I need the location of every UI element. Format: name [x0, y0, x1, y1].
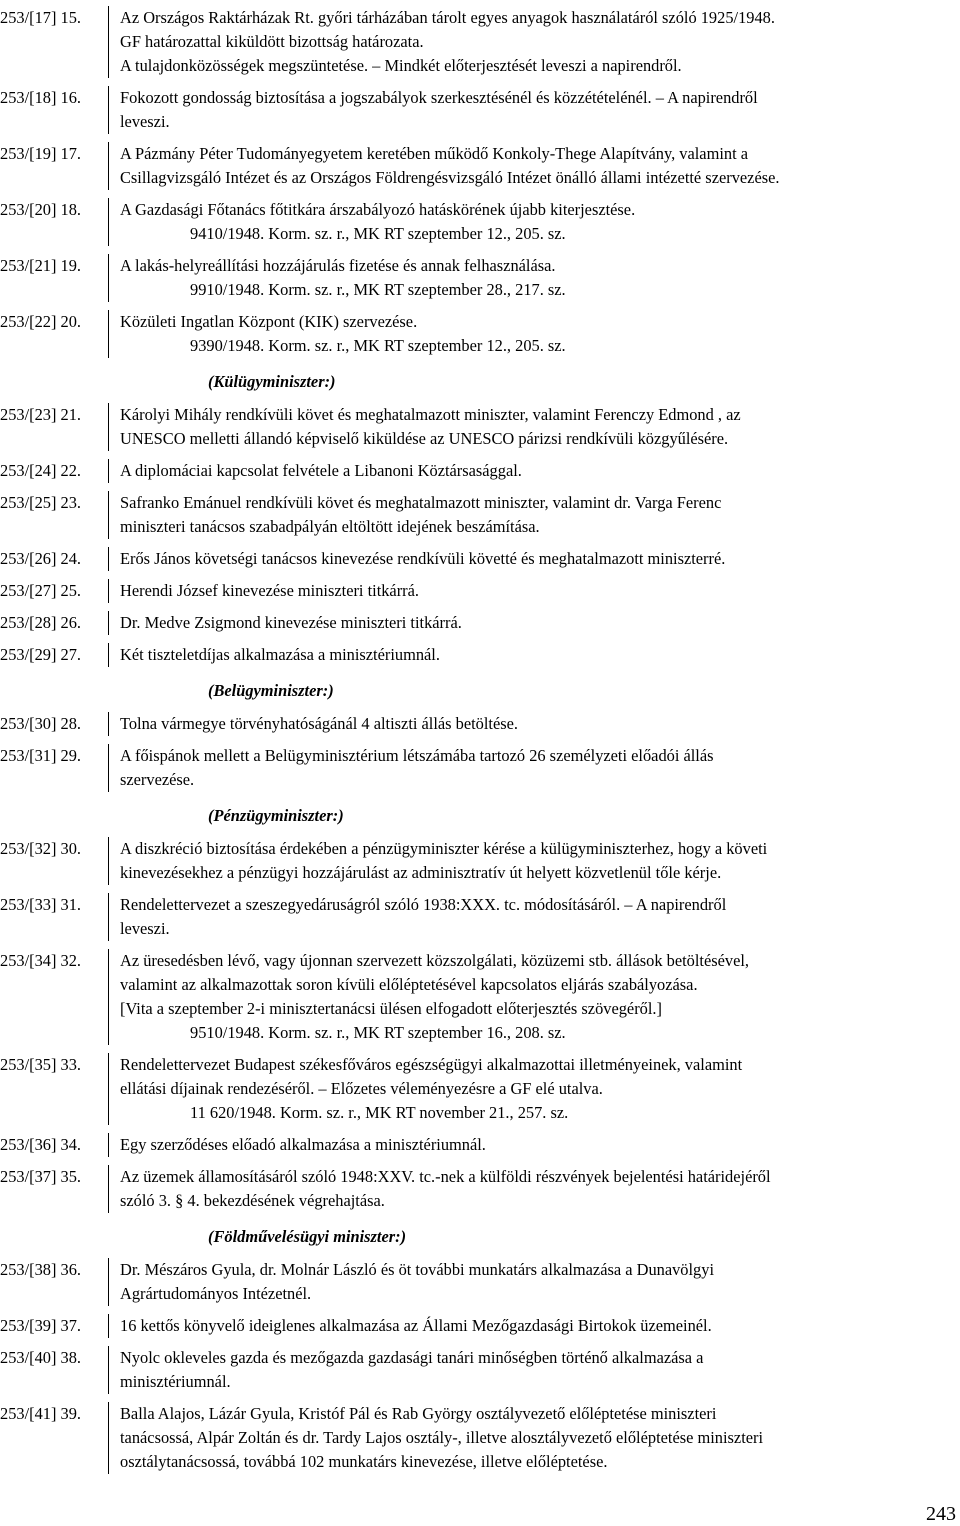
- agenda-item-line: A tulajdonközösségek megszüntetése. – Mindkét előterjesztését leveszi a napirendről.: [120, 56, 682, 75]
- agenda-group: [0, 837, 960, 1213]
- agenda-item: [0, 712, 960, 736]
- agenda-item-text: [108, 198, 960, 246]
- agenda-item: [0, 1314, 960, 1338]
- agenda-item: [0, 1258, 960, 1306]
- agenda-item-text: [108, 893, 960, 941]
- agenda-item-number: 253/[25] 23.: [0, 493, 82, 512]
- agenda-item-number: 253/[29] 27.: [0, 645, 82, 664]
- agenda-item-text: [108, 6, 960, 78]
- agenda-item-line: A lakás-helyreállítási hozzájárulás fizetése és annak felhasználása.: [120, 256, 556, 275]
- agenda-item-line: A diplomáciai kapcsolat felvétele a Libanoni Köztársasággal.: [120, 461, 522, 480]
- agenda-item-line: osztálytanácsossá, továbbá 102 munkatárs kinevezése, illetve előléptetése.: [120, 1452, 608, 1471]
- agenda-item: [0, 459, 960, 483]
- agenda-item-text: [108, 837, 960, 885]
- agenda-item: [0, 198, 960, 246]
- agenda-item: [0, 491, 960, 539]
- agenda-item-text: [108, 547, 960, 571]
- agenda-item-line: Az Országos Raktárházak Rt. győri tárházában tárolt egyes anyagok használatáról szóló 1925/1948.: [120, 8, 775, 27]
- agenda-item-line: Safranko Emánuel rendkívüli követ és meghatalmazott miniszter, valamint dr. Varga Ferenc: [120, 493, 722, 512]
- agenda-item: [0, 6, 960, 78]
- agenda-item-number: 253/[28] 26.: [0, 613, 82, 632]
- agenda-item-text: [108, 744, 960, 792]
- agenda-item-line: szóló 3. § 4. bekezdésének végrehajtása.: [120, 1191, 385, 1210]
- agenda-item-line: Dr. Mészáros Gyula, dr. Molnár László és öt további munkatárs alkalmazása a Dunavölgyi: [120, 1260, 714, 1279]
- section-heading-foreign-minister: (Külügyminiszter:): [208, 372, 336, 391]
- agenda-item-line: minisztériumnál.: [120, 1372, 231, 1391]
- agenda-item: [0, 1346, 960, 1394]
- agenda-item-number: 253/[38] 36.: [0, 1260, 82, 1279]
- agenda-item: [0, 744, 960, 792]
- agenda-item-line: Károlyi Mihály rendkívüli követ és meghatalmazott miniszter, valamint Ferenczy Edmond , az: [120, 405, 741, 424]
- agenda-item-line: Tolna vármegye törvényhatóságánál 4 altiszti állás betöltése.: [120, 714, 519, 733]
- agenda-group: [0, 1258, 960, 1474]
- agenda-item-line: szervezése.: [120, 770, 195, 789]
- agenda-item-number: 253/[40] 38.: [0, 1348, 82, 1367]
- agenda-item-text: [108, 643, 960, 667]
- agenda-item: [0, 579, 960, 603]
- decree-reference: 9390/1948. Korm. sz. r., MK RT szeptember 12., 205. sz.: [190, 336, 566, 355]
- agenda-item-number: 253/[17] 15.: [0, 8, 82, 27]
- agenda-item: [0, 837, 960, 885]
- agenda-item-number: 253/[18] 16.: [0, 88, 82, 107]
- agenda-item-text: [108, 491, 960, 539]
- agenda-item: [0, 611, 960, 635]
- agenda-item-line: Agrártudományos Intézetnél.: [120, 1284, 312, 1303]
- agenda-item: [0, 1053, 960, 1125]
- agenda-item: [0, 1133, 960, 1157]
- section-heading-finance-minister: (Pénzügyminiszter:): [208, 806, 344, 825]
- agenda-item-number: 253/[31] 29.: [0, 746, 82, 765]
- decree-reference: 9910/1948. Korm. sz. r., MK RT szeptember 28., 217. sz.: [190, 280, 566, 299]
- agenda-item-line: Az üresedésben lévő, vagy újonnan szervezett közszolgálati, közüzemi stb. állások betöltésével,: [120, 951, 749, 970]
- agenda-item-text: [108, 1314, 960, 1338]
- agenda-item-line: Egy szerződéses előadó alkalmazása a minisztériumnál.: [120, 1135, 486, 1154]
- agenda-item-line: leveszi.: [120, 919, 170, 938]
- agenda-item-text: [108, 1053, 960, 1125]
- agenda-item-line: Erős János követségi tanácsos kinevezése rendkívüli követté és meghatalmazott miniszterré.: [120, 549, 726, 568]
- agenda-item-number: 253/[30] 28.: [0, 714, 82, 733]
- agenda-item-number: 253/[21] 19.: [0, 256, 82, 275]
- agenda-item-line: kinevezésekhez a pénzügyi hozzájárulást az adminisztratív út helyett közvetlenül tőle kérje.: [120, 863, 722, 882]
- agenda-item-line: valamint az alkalmazottak soron kívüli előléptetésével kapcsolatos eljárás szabályozása.: [120, 975, 698, 994]
- agenda-item-line: GF határozattal kiküldött bizottság határozata.: [120, 32, 424, 51]
- agenda-item: [0, 142, 960, 190]
- agenda-item-number: 253/[27] 25.: [0, 581, 82, 600]
- agenda-item: [0, 86, 960, 134]
- decree-reference: 9410/1948. Korm. sz. r., MK RT szeptember 12., 205. sz.: [190, 224, 566, 243]
- agenda-item-line: A diszkréció biztosítása érdekében a pénzügyminiszter kérése a külügyminiszterhez, hogy a követi: [120, 839, 768, 858]
- agenda-item-text: [108, 86, 960, 134]
- agenda-item-text: [108, 1402, 960, 1474]
- agenda-item-number: 253/[39] 37.: [0, 1316, 82, 1335]
- agenda-item-number: 253/[22] 20.: [0, 312, 82, 331]
- agenda-item: [0, 1402, 960, 1474]
- agenda-item-number: 253/[20] 18.: [0, 200, 82, 219]
- agenda-item-line: Dr. Medve Zsigmond kinevezése miniszteri titkárrá.: [120, 613, 462, 632]
- agenda-item-text: [108, 611, 960, 635]
- agenda-group: [0, 6, 960, 358]
- agenda-item: [0, 403, 960, 451]
- agenda-item: [0, 643, 960, 667]
- agenda-item-text: [108, 1346, 960, 1394]
- agenda-item: [0, 1165, 960, 1213]
- agenda-item-number: 253/[32] 30.: [0, 839, 82, 858]
- agenda-item: [0, 310, 960, 358]
- agenda-item-line: Csillagvizsgáló Intézet és az Országos Földrengésvizsgáló Intézet önálló állami intézetté szervezése.: [120, 168, 780, 187]
- agenda-group: [0, 403, 960, 667]
- agenda-item: [0, 547, 960, 571]
- decree-reference: 11 620/1948. Korm. sz. r., MK RT november 21., 257. sz.: [190, 1103, 569, 1122]
- agenda-item-line: Herendi József kinevezése miniszteri titkárrá.: [120, 581, 420, 600]
- agenda-item-line: Balla Alajos, Lázár Gyula, Kristóf Pál és Rab György osztályvezető előléptetése miniszteri: [120, 1404, 717, 1423]
- agenda-item-line: UNESCO melletti állandó képviselő kiküldése az UNESCO párizsi rendkívüli közgyűlésére.: [120, 429, 729, 448]
- agenda-item-line: tanácsossá, Alpár Zoltán és dr. Tardy Lajos osztály-, illetve alosztályvezető előléptetése miniszteri: [120, 1428, 764, 1447]
- agenda-group: [0, 712, 960, 792]
- agenda-item-line: Két tiszteletdíjas alkalmazása a minisztériumnál.: [120, 645, 440, 664]
- agenda-item-number: 253/[35] 33.: [0, 1055, 82, 1074]
- agenda-item: [0, 949, 960, 1045]
- agenda-item-line: 16 kettős könyvelő ideiglenes alkalmazása az Állami Mezőgazdasági Birtokok üzemeinél.: [120, 1316, 712, 1335]
- agenda-item-line: A főispánok mellett a Belügyminisztérium létszámába tartozó 26 személyzeti előadói állás: [120, 746, 714, 765]
- agenda-item-number: 253/[24] 22.: [0, 461, 82, 480]
- agenda-item-number: 253/[23] 21.: [0, 405, 82, 424]
- agenda-item-line: Az üzemek államosításáról szóló 1948:XXV. tc.-nek a külföldi részvények bejelentési határidejéről: [120, 1167, 771, 1186]
- agenda-item-text: [108, 712, 960, 736]
- agenda-item-line: miniszteri tanácsos szabadpályán eltöltött idejének beszámítása.: [120, 517, 540, 536]
- agenda-item: [0, 254, 960, 302]
- agenda-item-text: [108, 142, 960, 190]
- agenda-item-text: [108, 254, 960, 302]
- agenda-item-number: 253/[34] 32.: [0, 951, 82, 970]
- agenda-item-line: Rendelettervezet a szeszegyedáruságról szóló 1938:XXX. tc. módosításáról. – A napirendről: [120, 895, 727, 914]
- page-number: 243: [926, 1503, 956, 1525]
- agenda-item-text: [108, 1165, 960, 1213]
- agenda-item: [0, 893, 960, 941]
- agenda-item-line: Rendelettervezet Budapest székesfőváros egészségügyi alkalmazottai illetményeinek, valamint: [120, 1055, 743, 1074]
- agenda-item-line: leveszi.: [120, 112, 170, 131]
- agenda-item-line: A Pázmány Péter Tudományegyetem keretében működő Konkoly-Thege Alapítvány, valamint a: [120, 144, 749, 163]
- agenda-item-line: Nyolc okleveles gazda és mezőgazda gazdasági tanári minőségben történő alkalmazása a: [120, 1348, 704, 1367]
- agenda-item-line: ellátási díjainak rendezéséről. – Előzetes véleményezésre a GF elé utalva.: [120, 1079, 603, 1098]
- document-body: [0, 6, 960, 1482]
- decree-reference: 9510/1948. Korm. sz. r., MK RT szeptember 16., 208. sz.: [190, 1023, 566, 1042]
- agenda-item-text: [108, 579, 960, 603]
- agenda-item-number: 253/[19] 17.: [0, 144, 82, 163]
- agenda-item-text: [108, 403, 960, 451]
- agenda-item-text: [108, 1133, 960, 1157]
- agenda-item-line: Közületi Ingatlan Központ (KIK) szervezése.: [120, 312, 418, 331]
- section-heading-agriculture-minister: (Földművelésügyi miniszter:): [208, 1227, 407, 1246]
- agenda-item-number: 253/[36] 34.: [0, 1135, 82, 1154]
- agenda-item-line: A Gazdasági Főtanács főtitkára árszabályozó hatáskörének újabb kiterjesztése.: [120, 200, 636, 219]
- agenda-item-number: 253/[33] 31.: [0, 895, 82, 914]
- agenda-item-text: [108, 1258, 960, 1306]
- agenda-item-line: Fokozott gondosság biztosítása a jogszabályok szerkesztésénél és közzétételénél. – A napirendről: [120, 88, 758, 107]
- section-heading-interior-minister: (Belügyminiszter:): [208, 681, 334, 700]
- agenda-item-number: 253/[26] 24.: [0, 549, 82, 568]
- agenda-item-line: [Vita a szeptember 2-i minisztertanácsi ülésen elfogadott előterjesztés szövegéről.]: [120, 999, 662, 1018]
- agenda-item-text: [108, 949, 960, 1045]
- agenda-item-number: 253/[37] 35.: [0, 1167, 82, 1186]
- agenda-item-text: [108, 310, 960, 358]
- agenda-item-text: [108, 459, 960, 483]
- agenda-item-number: 253/[41] 39.: [0, 1404, 82, 1423]
